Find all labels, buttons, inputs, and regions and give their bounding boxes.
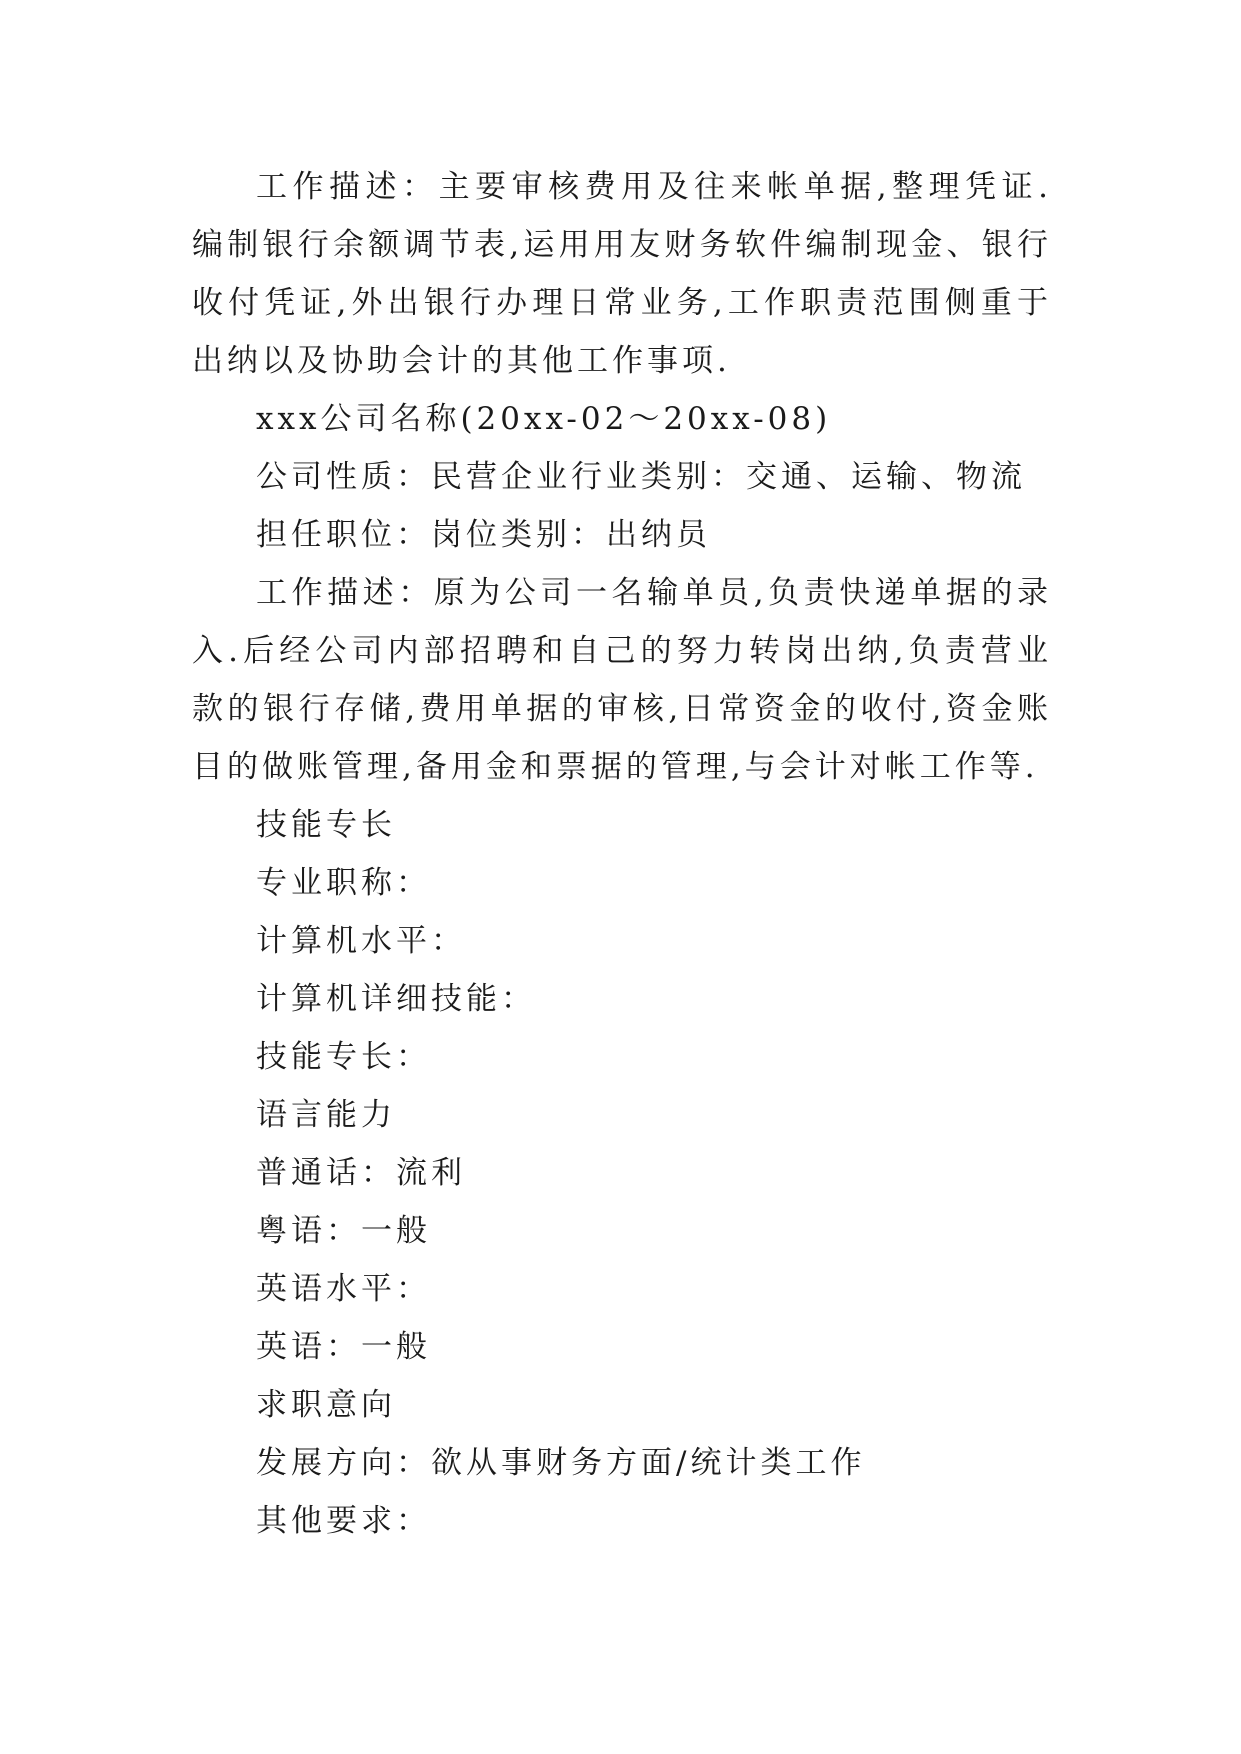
field-english-level: 英语水平： xyxy=(256,1271,431,1307)
paragraph-job-description-1: 工作描述：主要审核费用及往来帐单据,整理凭证.编制银行余额调节表,运用用友财务软件编制现金、银行收付凭证,外出银行办理日常业务,工作职责范围侧重于出纳以及协助会计的其他工作事项. xyxy=(192,169,1052,379)
paragraph-company-name: xxx公司名称(20xx-02～20xx-08) xyxy=(256,401,832,437)
section-heading-job-intention: 求职意向 xyxy=(256,1387,396,1423)
field-professional-title: 专业职称： xyxy=(256,865,431,901)
section-heading-skills: 技能专长 xyxy=(256,807,396,843)
field-cantonese: 粤语：一般 xyxy=(256,1213,431,1249)
field-other-requirements: 其他要求： xyxy=(256,1503,431,1539)
field-mandarin: 普通话：流利 xyxy=(256,1155,466,1191)
section-heading-languages: 语言能力 xyxy=(256,1097,396,1133)
paragraph-job-description-2: 工作描述：原为公司一名输单员,负责快递单据的录入.后经公司内部招聘和自己的努力转岗出纳,负责营业款的银行存储,费用单据的审核,日常资金的收付,资金账目的做账管理,备用金和票据的管理,与会计对帐工作等. xyxy=(192,575,1052,785)
field-development-direction: 发展方向：欲从事财务方面/统计类工作 xyxy=(256,1445,866,1481)
document-body xyxy=(192,158,1052,1550)
field-computer-level: 计算机水平： xyxy=(256,923,466,959)
field-skills: 技能专长： xyxy=(256,1039,431,1075)
field-english: 英语：一般 xyxy=(256,1329,431,1365)
paragraph-company-nature: 公司性质：民营企业行业类别：交通、运输、物流 xyxy=(256,459,1026,495)
field-computer-skills: 计算机详细技能： xyxy=(256,981,536,1017)
paragraph-position: 担任职位：岗位类别：出纳员 xyxy=(256,517,711,553)
